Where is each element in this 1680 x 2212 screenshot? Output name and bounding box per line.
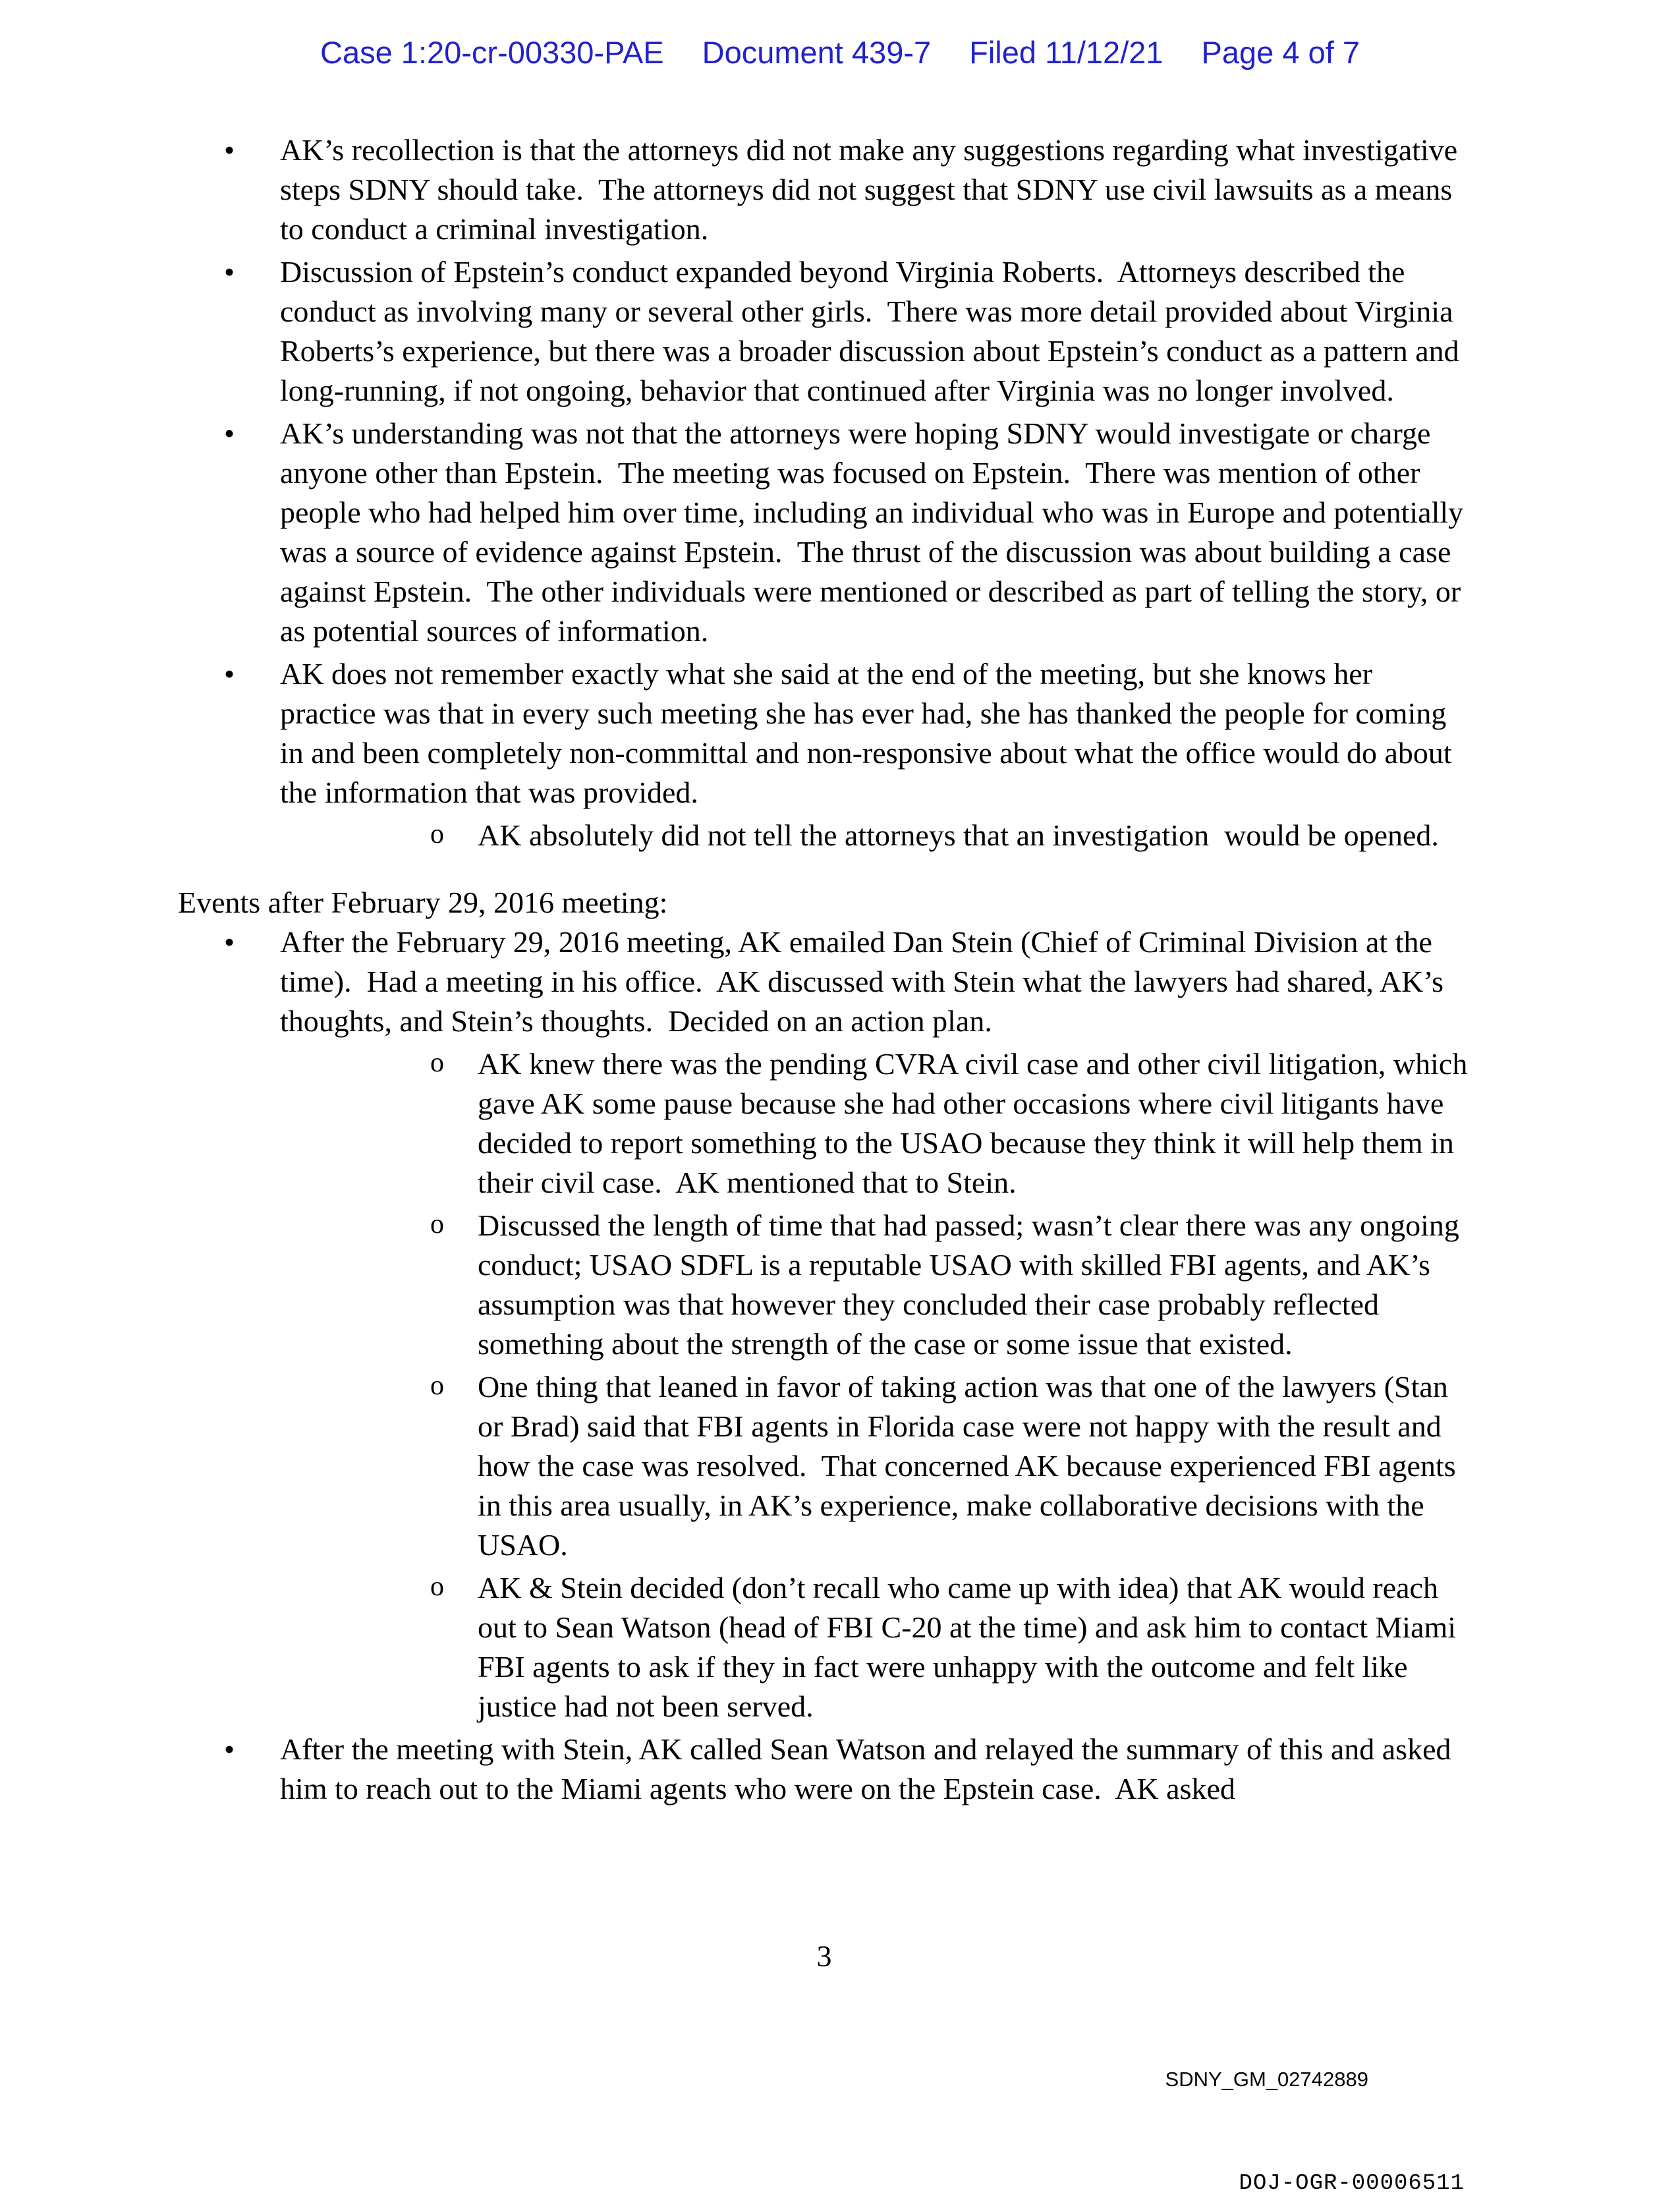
sub-bullet-list xyxy=(280,816,1470,855)
bullet-text: AK does not remember exactly what she said at the end of the meeting, but she knows her practice was that in every such meeting she has ever had, she has thanked the people for coming in and been completely non-committal and non-responsive about what the office would do about the information that was provided. xyxy=(280,657,1460,809)
bates-number-doj: DOJ-OGR-00006511 xyxy=(1239,2171,1465,2196)
sub-bullet-text: AK knew there was the pending CVRA civil case and other civil litigation, which gave AK some pause because she had other occasions where civil litigants have decided to report something to the USAO because they think it will help them in their civil case. AK mentioned that to Stein. xyxy=(478,1047,1475,1199)
bullet-icon: • xyxy=(224,255,235,289)
sub-bullet-text: AK & Stein decided (don’t recall who came up with idea) that AK would reach out to Sean Watson (head of FBI C-20 at the time) and ask him to contact Miami FBI agents to ask if they in fact were unhappy with the outcome and felt like justice had not been served. xyxy=(478,1571,1464,1723)
bullet-item xyxy=(178,130,1470,249)
bullet-list-events xyxy=(178,922,1475,1809)
sub-bullet-icon: o xyxy=(430,1209,444,1239)
sub-bullet-item xyxy=(280,1568,1470,1726)
bates-number-sdny: SDNY_GM_02742889 xyxy=(1165,2068,1368,2091)
page-number: 3 xyxy=(816,1939,832,1973)
court-stamp-header xyxy=(0,34,1680,71)
stamp-case-number: Case 1:20-cr-00330-PAE xyxy=(320,35,664,70)
section-heading-events: Events after February 29, 2016 meeting: xyxy=(178,886,668,919)
stamp-page-indicator: Page 4 of 7 xyxy=(1201,35,1360,70)
bullet-item xyxy=(178,922,1475,1726)
sub-bullet-text: AK absolutely did not tell the attorneys that an investigation would be opened. xyxy=(478,818,1439,852)
bullet-list-recollection xyxy=(178,130,1470,855)
stamp-filed-date: Filed 11/12/21 xyxy=(969,35,1163,70)
sub-bullet-list xyxy=(280,1044,1475,1726)
sub-bullet-icon: o xyxy=(430,1371,444,1401)
sub-bullet-item xyxy=(280,1367,1470,1565)
sub-bullet-icon: o xyxy=(430,819,444,849)
bullet-icon: • xyxy=(224,657,235,691)
sub-bullet-text: Discussed the length of time that had passed; wasn’t clear there was any ongoing conduct; USAO SDFL is a reputable USAO with skilled FBI agents, and AK’s assumption was that however they concluded their case probably reflected something about the strength of the case or some issue that existed. xyxy=(478,1208,1467,1361)
bullet-text: After the February 29, 2016 meeting, AK emailed Dan Stein (Chief of Criminal Division at the time). Had a meeting in his office. AK discussed with Stein what the lawyers had shared, AK’s thoughts, and Stein’s thoughts. Decided on an action plan. xyxy=(280,925,1451,1038)
sub-bullet-item xyxy=(280,1206,1470,1364)
bullet-item xyxy=(178,252,1470,411)
bullet-text: AK’s understanding was not that the attorneys were hoping SDNY would investigate or charge anyone other than Epstein. The meeting was focused on Epstein. There was mention of other people who had helped him over time, including an individual who was in Europe and potentially was a source of evidence against Epstein. The thrust of the discussion was about building a case against Epstein. The other individuals were mentioned or described as part of telling the story, or as potential sources of information. xyxy=(280,416,1471,648)
sub-bullet-icon: o xyxy=(430,1048,444,1078)
sub-bullet-text: One thing that leaned in favor of taking action was that one of the lawyers (Stan or Brad) said that FBI agents in Florida case were not happy with the result and how the case was resolved. That concerned AK because experienced FBI agents in this area usually, in AK’s experience, make collaborative decisions with the USAO. xyxy=(478,1370,1464,1562)
bullet-item xyxy=(178,654,1470,855)
bullet-icon: • xyxy=(224,925,235,959)
document-body xyxy=(178,130,1475,1812)
bullet-icon: • xyxy=(224,1732,235,1766)
sub-bullet-item xyxy=(280,816,1470,855)
bullet-text: After the meeting with Stein, AK called Sean Watson and relayed the summary of this and asked him to reach out to the Miami agents who were on the Epstein case. AK asked xyxy=(280,1732,1459,1805)
bullet-icon: • xyxy=(224,133,235,167)
sub-bullet-icon: o xyxy=(430,1572,444,1602)
bullet-item xyxy=(178,414,1470,651)
bullet-text: AK’s recollection is that the attorneys did not make any suggestions regarding what investigative steps SDNY should take. The attorneys did not suggest that SDNY use civil lawsuits as a means to conduct a criminal investigation. xyxy=(280,133,1465,246)
bullet-text: Discussion of Epstein’s conduct expanded beyond Virginia Roberts. Attorneys described the conduct as involving many or several other girls. There was more detail provided about Virginia Roberts’s experience, but there was a broader discussion about Epstein’s conduct as a pattern and long-running, if not ongoing, behavior that continued after Virginia was no longer involved. xyxy=(280,255,1467,407)
stamp-document-number: Document 439-7 xyxy=(702,35,932,70)
bullet-icon: • xyxy=(224,416,235,450)
bullet-item xyxy=(178,1730,1470,1809)
sub-bullet-item xyxy=(280,1044,1475,1203)
